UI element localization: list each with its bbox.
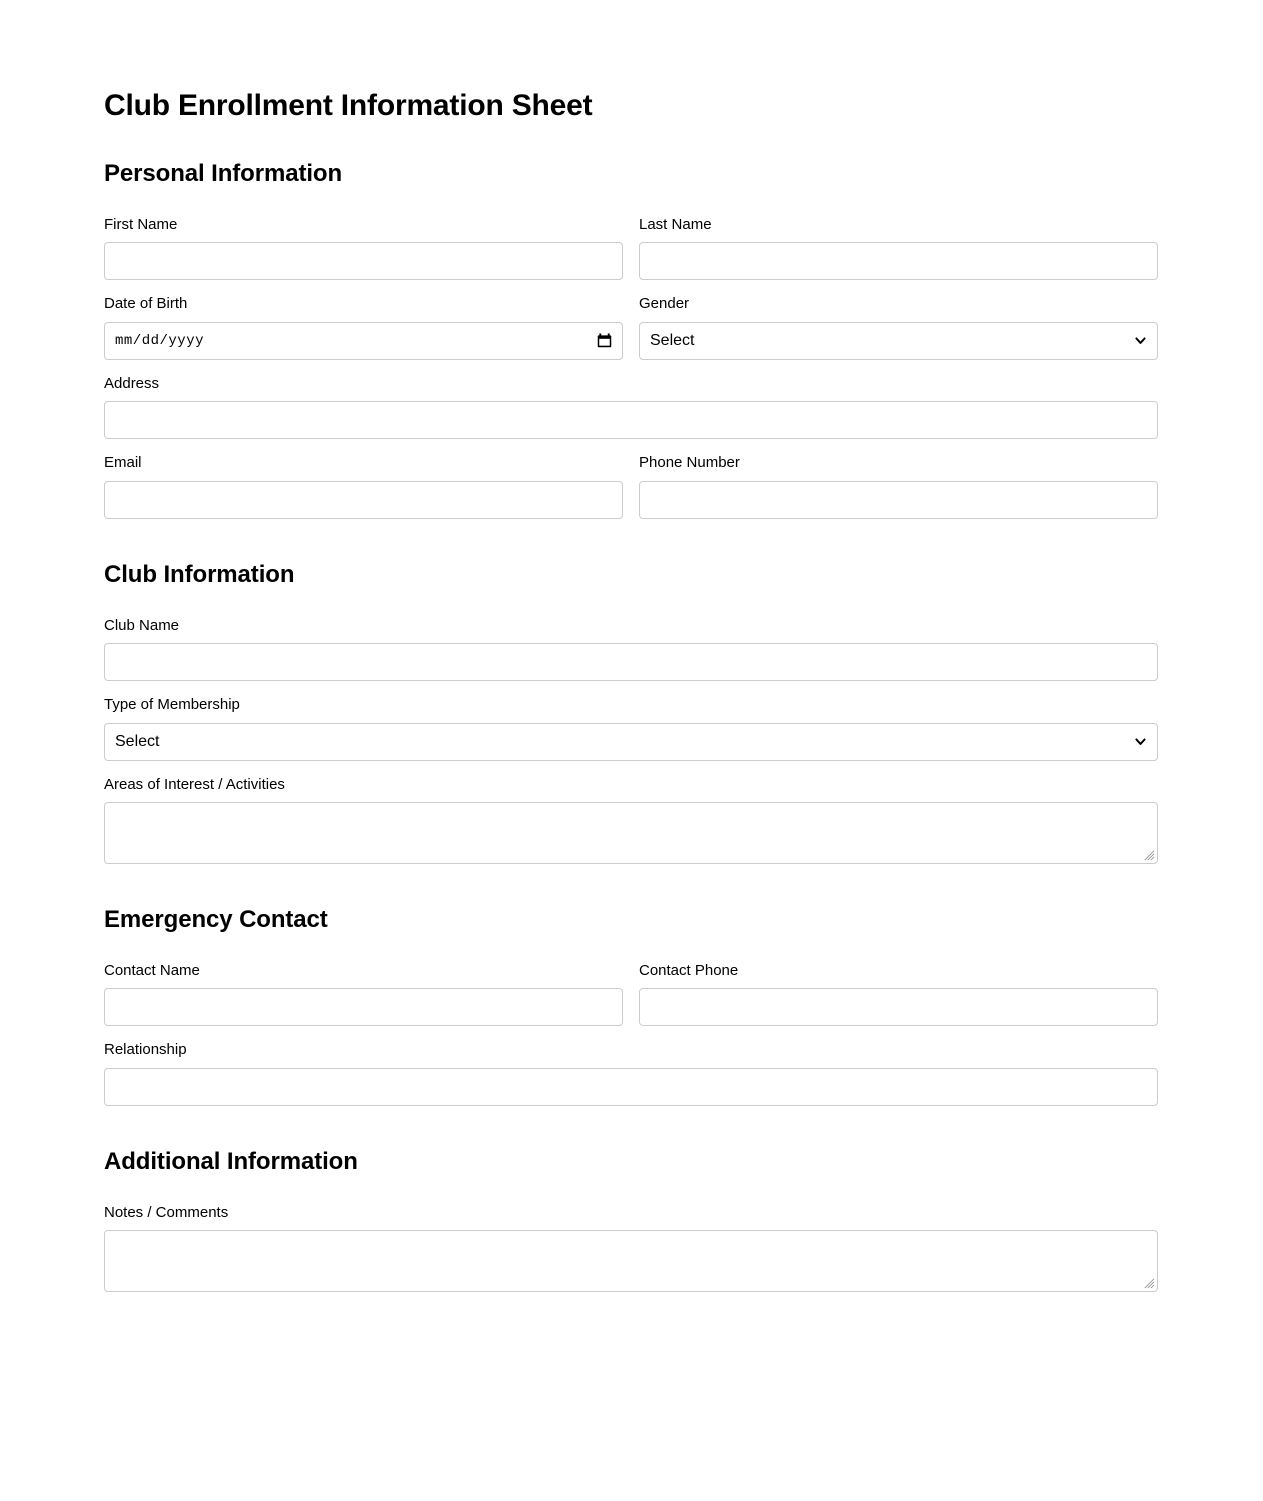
notes-comments-label: Notes / Comments — [104, 1203, 229, 1221]
field-areas-of-interest — [104, 775, 1158, 865]
section-personal-information — [104, 160, 1158, 519]
row-club-name — [104, 616, 1158, 682]
row-email-phone — [104, 453, 1158, 519]
field-membership-type — [104, 695, 1158, 761]
row-notes — [104, 1203, 1158, 1293]
address-input[interactable] — [104, 401, 1158, 439]
field-address — [104, 374, 1158, 440]
row-relationship — [104, 1040, 1158, 1106]
field-email — [104, 453, 623, 519]
gender-select[interactable] — [639, 322, 1158, 360]
club-name-label: Club Name — [104, 616, 180, 634]
chevron-down-icon[interactable] — [1134, 334, 1147, 347]
date-placeholder-text: mm/dd/yyyy — [115, 332, 205, 349]
contact-name-label: Contact Name — [104, 961, 200, 979]
section-emergency-contact — [104, 906, 1158, 1106]
resize-handle-icon[interactable] — [1144, 850, 1155, 861]
page-title: Club Enrollment Information Sheet — [104, 89, 593, 122]
section-heading-club: Club Information — [104, 560, 295, 588]
membership-type-selected-value: Select — [115, 732, 160, 750]
field-contact-name — [104, 961, 623, 1027]
chevron-down-icon[interactable] — [1134, 735, 1147, 748]
row-name — [104, 215, 1158, 281]
address-label: Address — [104, 374, 160, 392]
section-heading-emergency: Emergency Contact — [104, 906, 328, 934]
contact-name-input[interactable] — [104, 988, 623, 1026]
field-relationship — [104, 1040, 1158, 1106]
field-gender — [639, 294, 1158, 360]
phone-number-label: Phone Number — [639, 454, 740, 472]
field-contact-phone — [639, 961, 1158, 1027]
field-first-name — [104, 215, 623, 281]
section-club-information — [104, 561, 1158, 864]
field-phone-number — [639, 453, 1158, 519]
row-membership-type — [104, 695, 1158, 761]
field-last-name — [639, 215, 1158, 281]
email-input[interactable] — [104, 481, 623, 519]
calendar-icon[interactable] — [597, 333, 612, 348]
field-club-name — [104, 616, 1158, 682]
relationship-label: Relationship — [104, 1041, 187, 1059]
areas-of-interest-textarea[interactable] — [104, 802, 1158, 864]
relationship-input[interactable] — [104, 1068, 1158, 1106]
club-name-input[interactable] — [104, 643, 1158, 681]
last-name-input[interactable] — [639, 242, 1158, 280]
contact-phone-input[interactable] — [639, 988, 1158, 1026]
last-name-label: Last Name — [639, 215, 712, 233]
row-dob-gender — [104, 294, 1158, 360]
date-of-birth-input[interactable] — [104, 322, 623, 360]
section-additional-information — [104, 1148, 1158, 1292]
gender-label: Gender — [639, 295, 690, 313]
row-interests — [104, 775, 1158, 865]
areas-of-interest-label: Areas of Interest / Activities — [104, 775, 285, 793]
row-address — [104, 374, 1158, 440]
date-of-birth-label: Date of Birth — [104, 295, 188, 313]
field-notes-comments — [104, 1203, 1158, 1293]
membership-type-label: Type of Membership — [104, 696, 240, 714]
row-emergency-contact — [104, 961, 1158, 1027]
membership-type-select[interactable] — [104, 723, 1158, 761]
first-name-input[interactable] — [104, 242, 623, 280]
section-heading-personal: Personal Information — [104, 160, 343, 187]
field-date-of-birth — [104, 294, 623, 360]
section-heading-additional: Additional Information — [104, 1147, 358, 1175]
email-label: Email — [104, 454, 142, 472]
resize-handle-icon[interactable] — [1144, 1278, 1155, 1289]
first-name-label: First Name — [104, 215, 178, 233]
notes-comments-textarea[interactable] — [104, 1230, 1158, 1292]
gender-selected-value: Select — [650, 331, 695, 349]
phone-number-input[interactable] — [639, 481, 1158, 519]
contact-phone-label: Contact Phone — [639, 961, 739, 979]
